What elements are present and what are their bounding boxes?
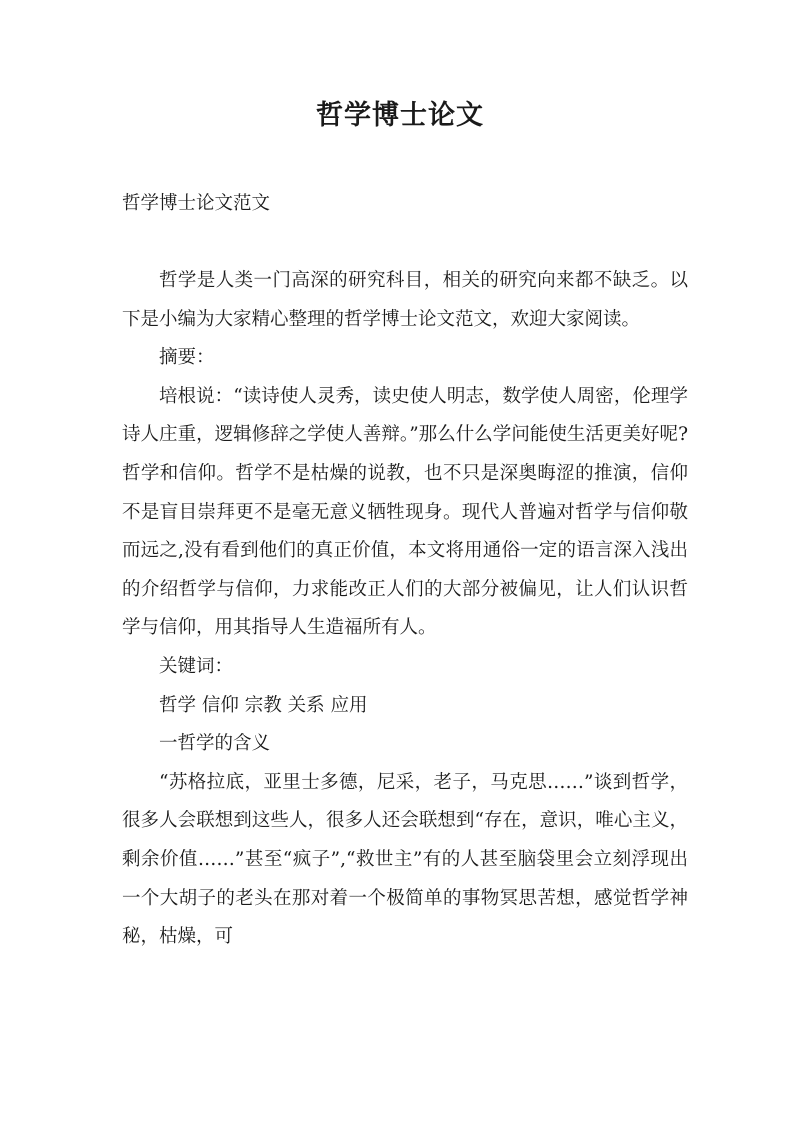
document-body xyxy=(122,262,688,957)
document-subtitle: 哲学博士论文范文 xyxy=(122,193,271,214)
abstract-heading: 摘要： xyxy=(159,347,215,369)
intro-paragraph: 哲学是人类一门高深的研究科目，相关的研究向来都不缺乏。以下是小编为大家精心整理的哲学博士论文范文，欢迎大家阅读。 xyxy=(122,270,688,330)
abstract-paragraph: 培根说：“读诗使人灵秀，读史使人明志，数学使人周密，伦理学诗人庄重，逻辑修辞之学使人善辩。”那么什么学问能使生活更美好呢?哲学和信仰。哲学不是枯燥的说教，也不只是深奥晦涩的推演，信仰不是盲目崇拜更不是毫无意义牺牲现身。现代人普遍对哲学与信仰敬而远之,没有看到他们的真正价值，本文将用通俗一定的语言深入浅出的介绍哲学与信仰，力求能改正人们的大部分被偏见，让人们认识哲学与信仰，用其指导人生造福所有人。 xyxy=(122,385,688,639)
section-paragraph: “苏格拉底，亚里士多德，尼采，老子，马克思……”谈到哲学，很多人会联想到这些人，很多人还会联想到“存在，意识，唯心主义，剩余价值……”甚至“疯子”,“救世主”有的人甚至脑袋里会立刻浮现出一个大胡子的老头在那对着一个极简单的事物冥思苦想，感觉哲学神秘，枯燥，可 xyxy=(122,771,688,948)
keywords-heading: 关键词： xyxy=(159,655,234,677)
document-title: 哲学博士论文 xyxy=(316,100,484,131)
section-heading: 一哲学的含义 xyxy=(159,733,271,755)
keywords-list: 哲学 信仰 宗教 关系 应用 xyxy=(159,694,368,716)
